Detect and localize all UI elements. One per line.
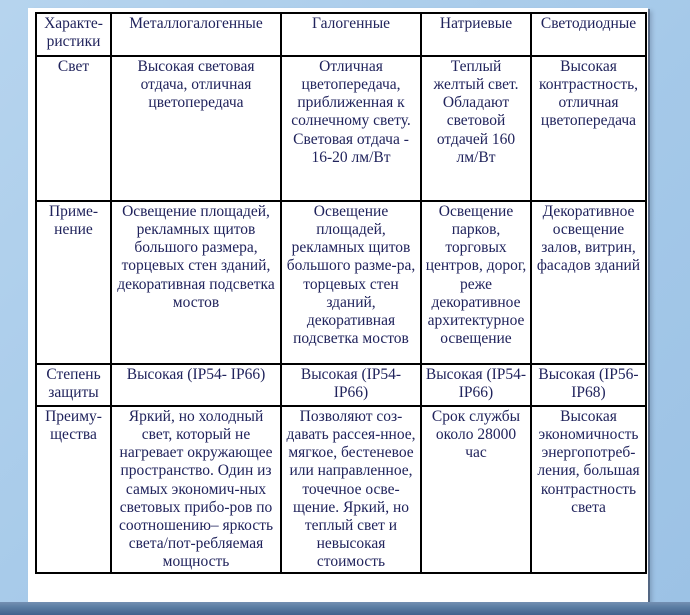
- header-halogen: Галогенные: [281, 13, 421, 56]
- header-characteristics: Характе-ристики: [36, 13, 111, 56]
- cell-usage-halogen: Освещение площадей, рекламных щитов большого разме-ра, торцевых стен зданий, декоративная подсветка мостов: [281, 201, 421, 364]
- cell-usage-sodium: Освещение парков, торговых центров, дорог, реже декоративное архитектурное освещение: [421, 201, 531, 364]
- header-led: Светодиодные: [531, 13, 646, 56]
- cell-benefits-sodium: Срок службы около 28000 час: [421, 406, 531, 573]
- cell-benefits-led: Высокая экономичность энергопотреб-ления, большая контрастность света: [531, 406, 646, 573]
- cell-light-metal-halide: Высокая световая отдача, отличная цветопередача: [111, 56, 281, 201]
- header-metal-halide: Металлогалогенные: [111, 13, 281, 56]
- cell-protection-halogen: Высокая (IP54- IP66): [281, 364, 421, 406]
- row-label-benefits: Преиму-щества: [36, 406, 111, 573]
- row-label-usage: Приме-нение: [36, 201, 111, 364]
- table-header-row: [36, 13, 646, 56]
- cell-benefits-metal-halide: Яркий, но холодный свет, который не нагревает окружающее пространство. Один из самых экономич-ных световых прибо-ров по соотношению– яркость света/пот-ребляемая мощность: [111, 406, 281, 573]
- cell-light-sodium: Теплый желтый свет. Обладают световой отдачей 160 лм/Вт: [421, 56, 531, 201]
- cell-usage-led: Декоративное освещение залов, витрин, фасадов зданий: [531, 201, 646, 364]
- table-row-light: [36, 56, 646, 201]
- header-sodium: Натриевые: [421, 13, 531, 56]
- row-label-light: Свет: [36, 56, 111, 201]
- cell-protection-led: Высокая (IP56- IP68): [531, 364, 646, 406]
- table-row-protection: [36, 364, 646, 406]
- row-label-protection: Степень защиты: [36, 364, 111, 406]
- cell-protection-sodium: Высокая (IP54- IP66): [421, 364, 531, 406]
- cell-light-halogen: Отличная цветопередача, приближенная к солнечному свету. Световая отдача - 16-20 лм/Вт: [281, 56, 421, 201]
- table-row-usage: [36, 201, 646, 364]
- cell-protection-metal-halide: Высокая (IP54- IP66): [111, 364, 281, 406]
- cell-light-led: Высокая контрастность, отличная цветопередача: [531, 56, 646, 201]
- frame-bottom-edge: [0, 602, 690, 615]
- cell-usage-metal-halide: Освещение площадей, рекламных щитов большого размера, торцевых стен зданий, декоративная подсветка мостов: [111, 201, 281, 364]
- document-page: [28, 8, 648, 603]
- lamp-comparison-table: [35, 12, 647, 574]
- cell-benefits-halogen: Позволяют соз-давать рассея-нное, мягкое, бестеневое или направленное, точечное осве-щение. Яркий, но теплый свет и невысокая стоимость: [281, 406, 421, 573]
- table-row-benefits: [36, 406, 646, 573]
